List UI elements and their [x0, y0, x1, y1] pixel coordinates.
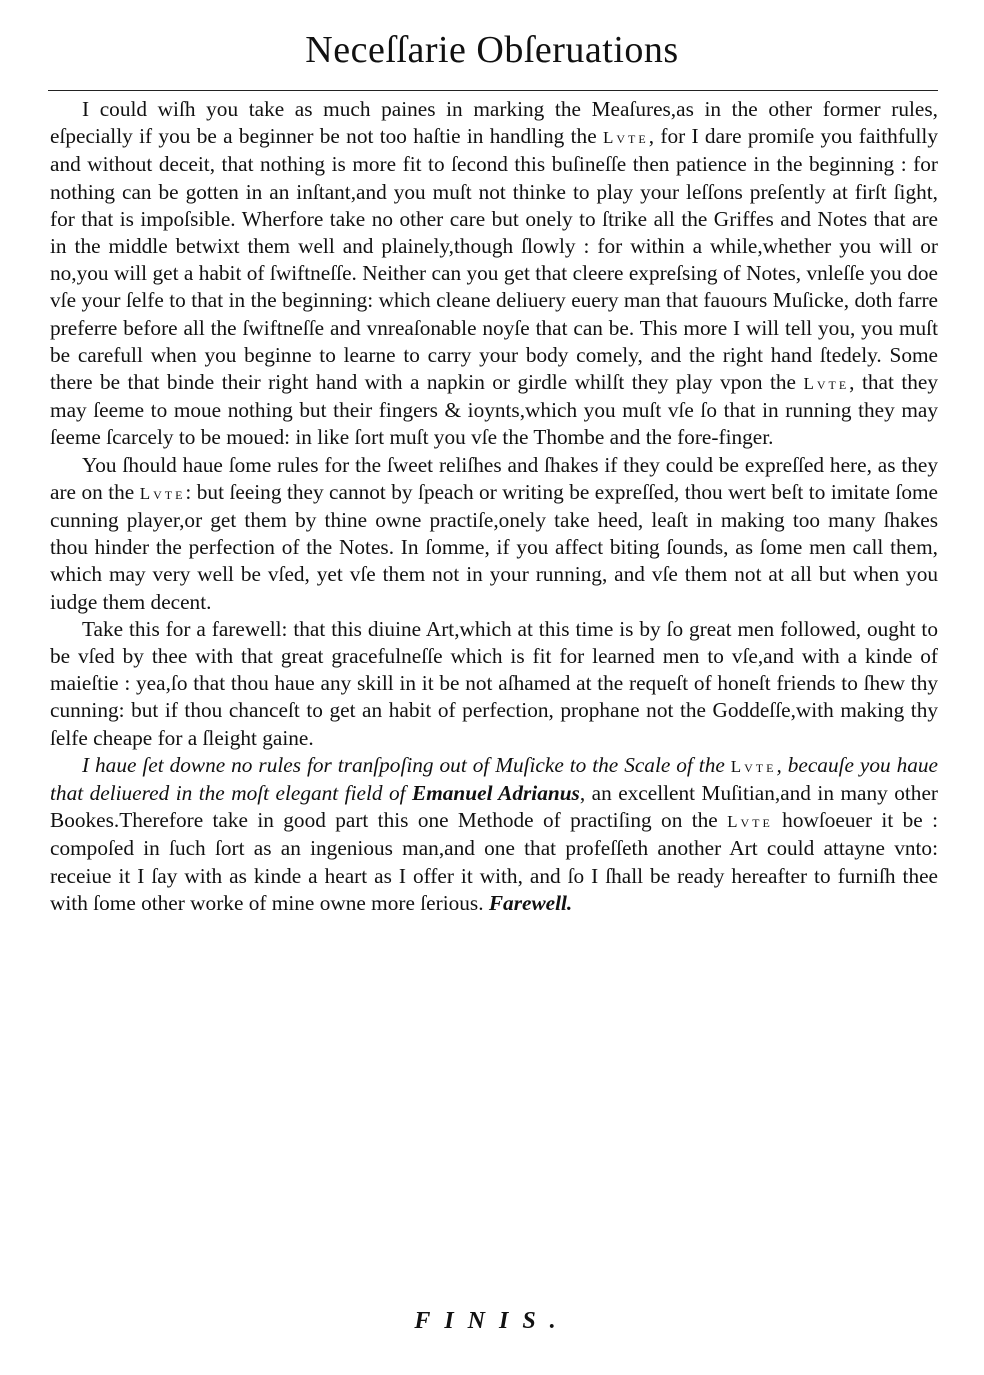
- paragraph-3-text: Take this for a farewell: that this diuine Art,which at this time is by ſo great men followed, ought to be vſed by thee with that great gracefulneſſe which is fit for learned men to vſe,and with a kinde of maieſtie : yea,ſo that thou haue any skill in it be not aſhamed at the requeſt of honeſt friends to ſhew thy cunning: but if thou chanceſt to get an habit of perfection, prophane not the Goddeſſe,with making thy ſelfe cheape for a ſleight gaine.: [50, 616, 938, 750]
- lute-word: Lvte: [727, 812, 773, 832]
- finis-mark: FINIS.: [414, 1308, 570, 1334]
- paragraph-4: [50, 752, 938, 917]
- paragraph-4-part-c: , an excellent Muſitian,and in many other Bookes.Therefore take in good part this one Methode of practiſing on the: [50, 781, 938, 833]
- body-text: [50, 96, 938, 917]
- paragraph-2-part-b: : but ſeeing they cannot by ſpeach or writing be expreſſed, thou wert beſt to imitate ſome cunning player,or get them by thine owne practiſe,onely take heed, leaſt in making too many ſhakes thou hinder the perfection of the Notes. In ſomme, if you affect biting ſounds, as ſome men call them, which may very well be vſed, yet vſe them not in your running, and vſe them not at all but when you iudge them decent.: [50, 479, 938, 614]
- paragraph-1-part-b: , for I dare promiſe you faithfully and without deceit, that nothing is more fit to ſecond this buſineſſe then patience in the beginning : for nothing can be gotten in an inſtant,and you muſt not thinke to play your leſſons preſently at firſt ſight, for that is impoſsible. Wherfore take no other care but onely to ſtrike all the Griffes and Notes that are in the middle betwixt them well and plainely,though ſlowly : for within a while,whether you will or no,you will get a habit of ſwiftneſſe. Neither can you get that cleere expreſsing of Notes, vnleſſe you doe vſe your ſelfe to that in the beginning: which cleane deliuery euery man that fauours Muſicke, doth farre preferre before all the ſwiftneſſe and vnreaſonable noyſe that can be. This more I will tell you, you muſt be carefull when you beginne to learne to carry your body comely, and the right hand ſtedely. Some there be that binde their right hand with a napkin or girdle whilſt they play vpon the: [50, 124, 938, 395]
- page-title: Neceſſarie Obſeruations: [305, 29, 679, 71]
- lute-word: Lvte: [602, 128, 649, 148]
- paragraph-1-part-a: I could wiſh you take as much paines in marking the Meaſures,as in the other former rules, eſpecially if you be a beginner be not too haſtie in handling the: [50, 97, 938, 149]
- paragraph-4-part-a: I haue ſet downe no rules for tranſpoſing out of Muſicke to the Scale of the: [82, 752, 731, 777]
- paragraph-4-part-d: howſoeuer it be : compoſed in ſuch ſort as an ingenious man,and one that profeſſeth another Art could attayne vnto: receiue it I ſay with as kinde a heart as I offer it with, and ſo I ſhall be ready hereafter to furniſh thee with ſome other worke of mine owne more ſerious.: [50, 808, 938, 915]
- paragraph-1: [50, 96, 938, 452]
- lute-word: Lvte: [730, 756, 777, 776]
- lute-word: Lvte: [139, 483, 186, 503]
- paragraph-4-part-b: , becauſe you haue that deliuered in the moſt elegant field of: [50, 752, 938, 806]
- paragraph-2: [50, 452, 938, 616]
- header-rule: [48, 90, 938, 91]
- farewell-word: Farewell.: [488, 890, 573, 915]
- paragraph-1-part-c: , that they may ſeeme to moue nothing but their fingers & ioynts,which you muſt vſe ſo that in running they may ſeeme ſcarcely to be moued: in like ſort muſt you vſe the Thombe and the fore-finger.: [50, 370, 938, 450]
- author-name: Emanuel Adrianus: [412, 781, 580, 806]
- paragraph-2-part-a: You ſhould haue ſome rules for the ſweet reliſhes and ſhakes if they could be expreſſed here, as they are on the: [50, 452, 938, 504]
- lute-word: Lvte: [803, 374, 850, 394]
- paragraph-3: [50, 616, 938, 752]
